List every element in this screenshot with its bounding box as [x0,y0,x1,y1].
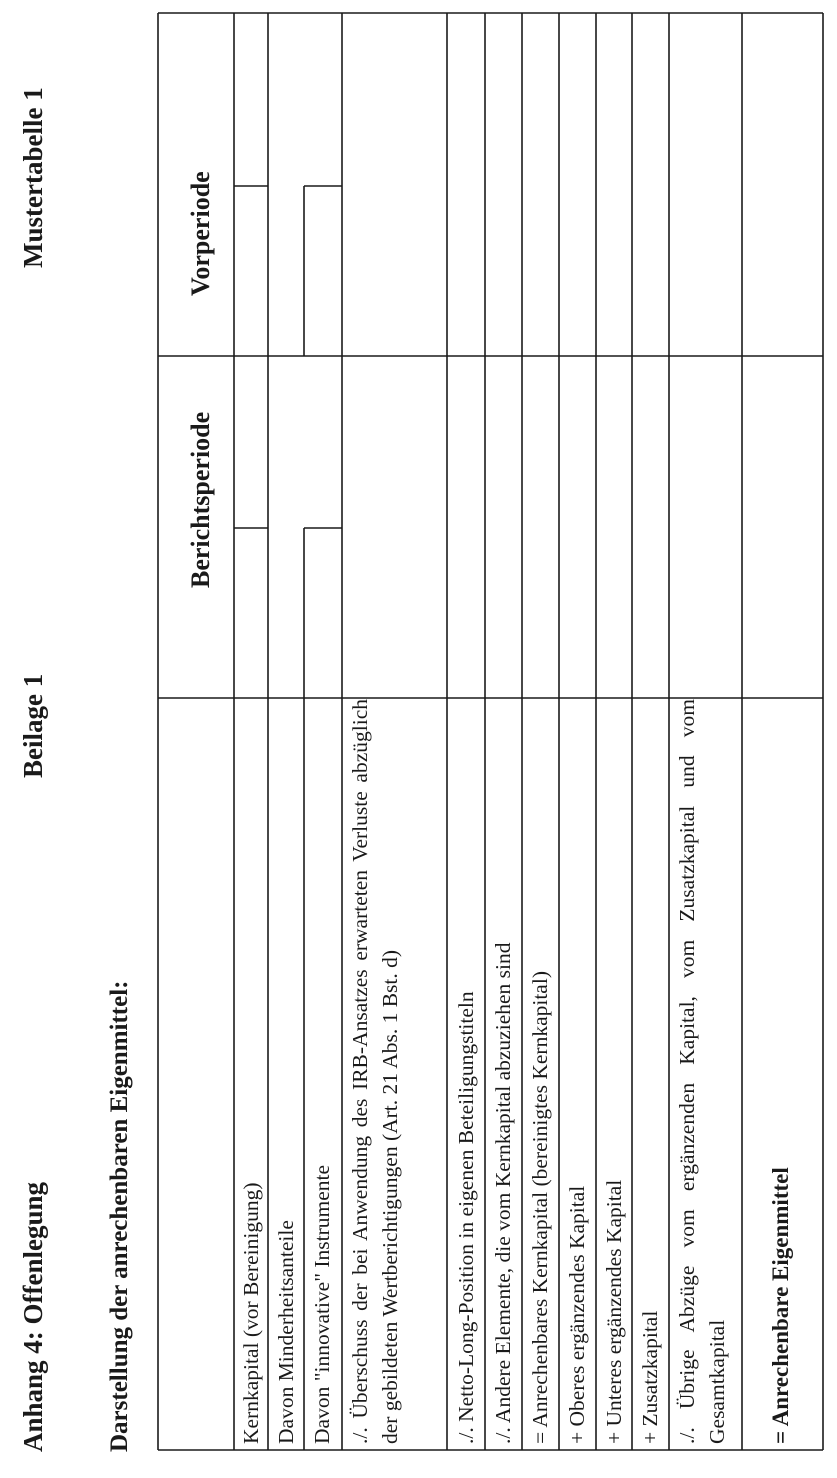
row-label: + Zusatzkapital [638,1310,662,1444]
row-label: ./. Überschuss der bei Anwendung des IRB-Ansatzes erwarteten Verluste abzüglich der gebildeten Wertberichtigungen (Art. 21 Abs. 1 Bst. d) [348,699,402,1444]
row-label: ./. Netto-Long-Position in eigenen Beteiligungstiteln [454,991,478,1444]
row-label: Davon Minderheitsanteile [274,1220,298,1444]
row-label: + Unteres ergänzendes Kapital [602,1179,626,1444]
row-label: + Oberes ergänzendes Kapital [565,1185,589,1444]
column-header-reporting-period: Berichtsperiode [186,411,215,588]
row-label: ./. Andere Elemente, die vom Kernkapital abzuziehen sind [491,942,515,1444]
template-table-heading: Mustertabelle 1 [18,87,48,268]
table-subtitle: Darstellung der anrechenbaren Eigenmittel: [106,980,133,1452]
row-label-total: = Anrechenbare Eigenmittel [768,1167,793,1444]
row-label: ./. Übrige Abzüge vom ergänzenden Kapital, vom Zusatzkapital und vom Gesamtkapital [675,699,729,1444]
column-header-prior-period: Vorperiode [186,171,215,296]
row-label: Kernkapital (vor Bereinigung) [239,1182,263,1444]
row-label: = Anrechenbares Kernkapital (bereinigtes Kernkapital) [528,971,552,1444]
attachment-heading: Beilage 1 [18,673,48,778]
row-label: Davon "innovative" Instrumente [310,1164,334,1444]
appendix-heading: Anhang 4: Offenlegung [18,1181,48,1452]
